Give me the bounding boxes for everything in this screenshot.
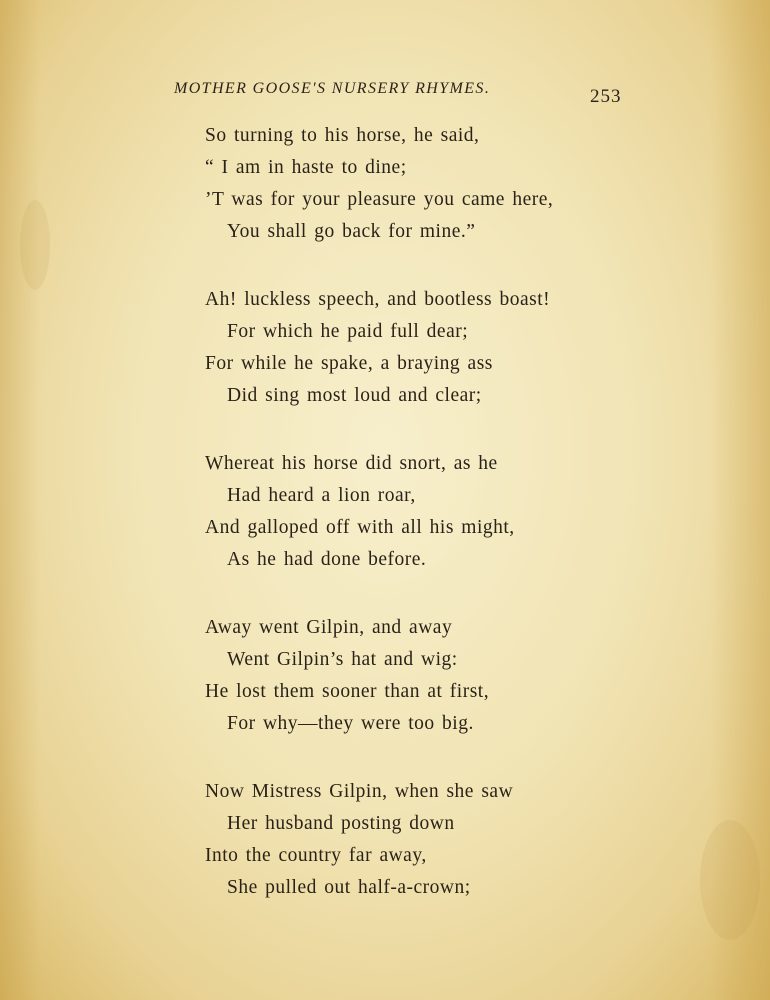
poem-line: And galloped off with all his might,: [205, 517, 515, 538]
poem-line: ’T was for your pleasure you came here,: [205, 189, 554, 210]
stanza: [0, 284, 770, 412]
poem-line: As he had done before.: [227, 549, 427, 570]
poem-line: Ah! luckless speech, and bootless boast!: [205, 289, 551, 310]
poem-body: [0, 120, 770, 940]
stanza: [0, 776, 770, 904]
poem-line: For while he spake, a braying ass: [205, 353, 493, 374]
poem-line: She pulled out half-a-crown;: [227, 877, 471, 898]
poem-line: He lost them sooner than at first,: [205, 681, 490, 702]
poem-line: Away went Gilpin, and away: [205, 617, 453, 638]
poem-line: Her husband posting down: [227, 813, 455, 834]
poem-line: So turning to his horse, he said,: [205, 125, 480, 146]
poem-line: Now Mistress Gilpin, when she saw: [205, 781, 514, 802]
stanza: [0, 448, 770, 576]
stanza: [0, 120, 770, 248]
poem-line: Whereat his horse did snort, as he: [205, 453, 498, 474]
poem-line: For which he paid full dear;: [227, 321, 469, 342]
stanza: [0, 612, 770, 740]
poem-line: “ I am in haste to dine;: [205, 157, 407, 178]
poem-line: Did sing most loud and clear;: [227, 385, 482, 406]
poem-line: You shall go back for mine.”: [227, 221, 476, 242]
poem-line: Into the country far away,: [205, 845, 427, 866]
page-number: 253: [590, 86, 622, 107]
running-head-title: MOTHER GOOSE'S NURSERY RHYMES.: [174, 80, 491, 97]
poem-line: Had heard a lion roar,: [227, 485, 416, 506]
poem-line: Went Gilpin’s hat and wig:: [227, 649, 458, 670]
poem-line: For why—they were too big.: [227, 713, 474, 734]
